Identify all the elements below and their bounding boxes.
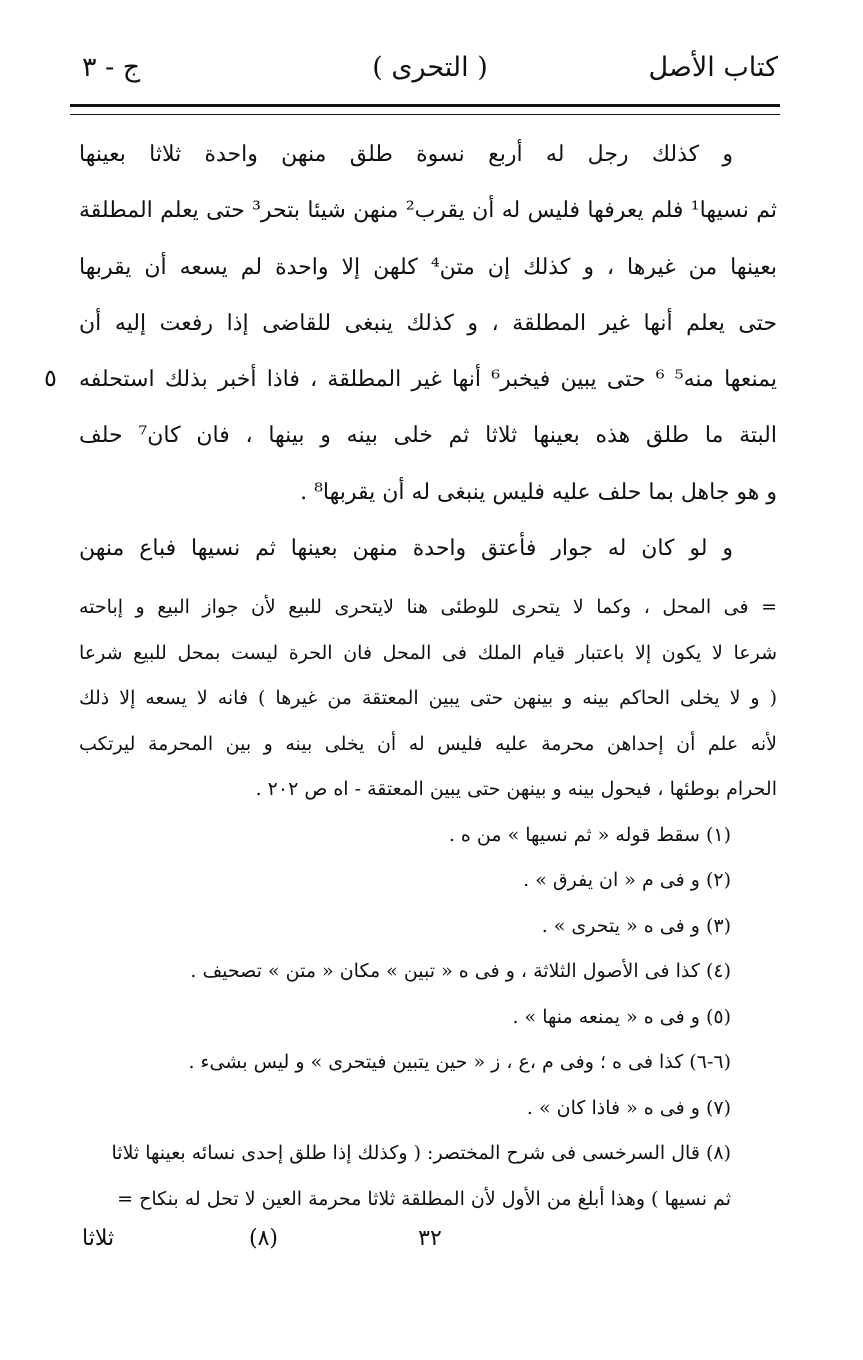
footnote-item: (٥) و فى ه « يمنعه منها » . xyxy=(512,1005,731,1028)
main-text-line: بعينها من غيرها ، و كذلك إن متن⁴ كلهن إلا واحدة لم يسعه أن يقربها xyxy=(79,254,777,280)
main-text-line: و هو جاهل بما حلف عليه فليس ينبغى له أن يقربها⁸ . xyxy=(300,479,777,505)
footnote-continuation-line: = فى المحل ، وكما لا يتحرى للوطئى هنا لايتحرى للبيع لأن جواز البيع و إباحته xyxy=(79,596,777,618)
footnote-continuation-line: شرعا لا يكون إلا باعتبار قيام الملك فى المحل فان الحرة ليست بمحل للبيع شرعا xyxy=(79,641,777,664)
footnote-item: (٣) و فى ه « يتحرى » . xyxy=(541,914,731,937)
main-text-line: يمنعها منه⁵ ⁶ حتى يبين فيخبر⁶ أنها غير المطلقة ، فاذا أخبر بذلك استحلفه xyxy=(79,367,777,393)
main-text xyxy=(79,127,777,577)
footnote-continuation-line: لأنه علم أن إحداهن محرمة عليه فليس له أن يخلى بينه و بين المحرمة ليرتكب xyxy=(79,732,777,755)
footnote-item: (٢) و فى م « ان يفرق » . xyxy=(523,869,731,891)
footnote-item: (٦-٦) كذا فى ه ؛ وفى م ،ع ، ز « حين يتبين فيتحرى » و ليس بشىء . xyxy=(188,1051,731,1073)
footnote-item: (٧) و فى ه « فاذا كان » . xyxy=(526,1096,731,1119)
catchword: ثلاثا xyxy=(82,1226,115,1251)
page-footer xyxy=(82,1226,778,1266)
header-rule-thin xyxy=(70,114,780,115)
section-title: ( التحرى ) xyxy=(372,52,488,83)
running-header xyxy=(82,52,778,96)
main-text-line: و كذلك رجل له أربع نسوة طلق منهن واحدة ثلاثا بعينها xyxy=(79,142,733,167)
book-title: كتاب الأصل xyxy=(648,52,778,83)
volume-number: ج - ٣ xyxy=(82,52,141,83)
footnote-item: (٨) قال السرخسى فى شرح المختصر: ( وكذلك إذا طلق إحدى نسائه بعينها ثلاثا xyxy=(111,1142,731,1164)
footnote-item: (٤) كذا فى الأصول الثلاثة ، و فى ه « تبين » مكان « متن » تصحيف . xyxy=(190,960,731,982)
main-text-line: البتة ما طلق هذه بعينها ثلاثا ثم خلى بينه و بينها ، فان كان⁷ حلف xyxy=(79,423,777,449)
main-text-line: ثم نسيها¹ فلم يعرفها فليس له أن يقرب² منهن شيئا بتحر³ حتى يعلم المطلقة xyxy=(79,198,777,224)
main-text-line: و لو كان له جوار فأعتق واحدة منهن بعينها ثم نسيها فباع منهن xyxy=(79,536,733,562)
main-text-line: حتى يعلم أنها غير المطلقة ، و كذلك ينبغى للقاضى إذا رفعت إليه أن xyxy=(79,310,777,336)
footnote-item: (١) سقط قوله « ثم نسيها » من ه . xyxy=(448,823,731,846)
footnotes xyxy=(79,585,777,1222)
footnote-continuation-line: الحرام بوطئها ، فيحول بينه و بينهن حتى يبين المعتقة - اه ص ٢٠٢ . xyxy=(255,778,777,800)
footnote-item-continuation: ثم نسيها ) وهذا أبلغ من الأول لأن المطلقة ثلاثا محرمة العين لا تحل له بنكاح = xyxy=(117,1187,731,1210)
header-rule-thick xyxy=(70,104,780,107)
line-number-marker: ٥ xyxy=(44,364,57,392)
footnote-continuation-line: ( و لا يخلى الحاكم بينه و بينهن حتى يبين المعتقة من غيرها ) فانه لا يسعه إلا ذلك xyxy=(79,687,777,709)
signature-mark: (٨) xyxy=(248,1226,278,1251)
page-number: ٣٢ xyxy=(418,1226,442,1251)
